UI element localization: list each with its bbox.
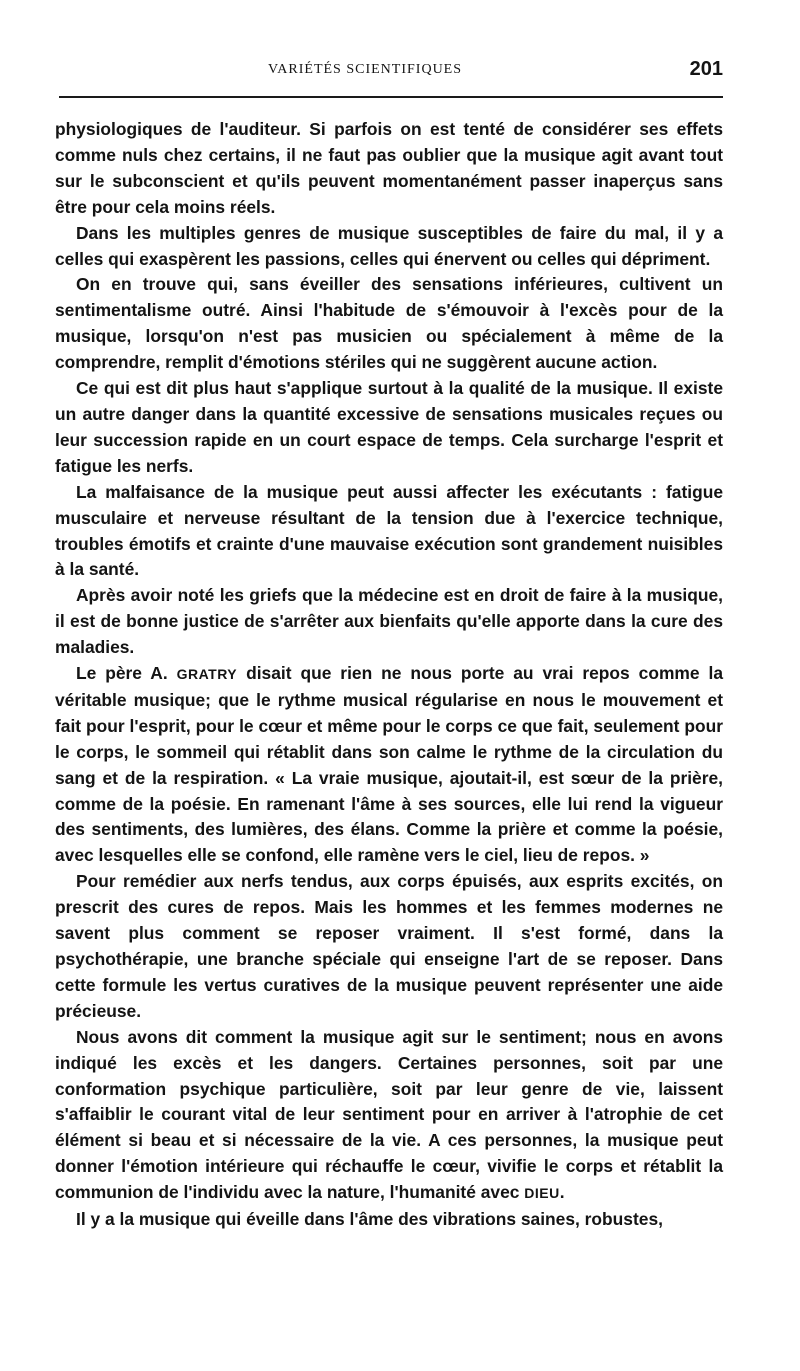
page-number: 201 [689,58,723,80]
running-title: VARIÉTÉS SCIENTIFIQUES [267,62,463,77]
author-name: GRATRY [176,666,238,683]
paragraph: Ce qui est dit plus haut s'applique surtout à la qualité de la musique. Il existe un autre danger dans la quantité excessive de sensations musicales reçues ou leur succession rapide en un court espace de temps. Cela surcharge l'esprit et fatigue les nerfs. [55,378,723,476]
text-run: disait que rien ne nous porte au vrai repos comme la véritable musique; que le rythme musical régularise en nous le mouvement et fait pour l'esprit, pour le cœur et même pour le corps ce que fait, seulement pour le corps, le sommeil qui rétablit dans son calme le rythme de la circulation du sang et de la respiration. « La vraie musique, ajoutait-il, est sœur de la prière, comme de la poésie. En ramenant l'âme à ses sources, elle lui rend la vigueur des sentiments, des lumières, des élans. Comme la prière et comme la poésie, avec lesquelles elle se confond, elle ramène vers le ciel, lieu de repos. » [55,663,723,866]
paragraph: Pour remédier aux nerfs tendus, aux corps épuisés, aux esprits excités, on prescrit des cures de repos. Mais les hommes et les femmes modernes ne savent plus comment se reposer vraiment. Il s'est formé, dans la psychothérapie, une branche spéciale qui enseigne l'art de se reposer. Dans cette formule les vertus curatives de la musique peuvent représenter une aide précieuse. [55,871,723,1021]
paragraph-gratry [55,661,723,869]
text-run: Nous avons dit comment la musique agit sur le sentiment; nous en avons indiqué les excès et les dangers. Certaines personnes, soit par une conformation psychique particulière, soit par leur genre de vie, laissent s'affaiblir le courant vital de leur sentiment pour en arriver à l'atrophie de cet élément si beau et si nécessaire de la vie. A ces personnes, la musique peut donner l'émotion intérieure qui réchauffe le cœur, vivifie le corps et rétablit la communion de l'individu avec la nature, l'humanité avec [55,1026,723,1203]
text-run: Le père A. [76,663,177,684]
running-header [55,58,723,84]
paragraph-continued: physiologiques de l'auditeur. Si parfois on est tenté de considérer ses effets comme nuls chez certains, il ne faut pas oublier que la musique agit avant tout sur le subconscient et qu'ils peuvent momentanément passer inaperçus sans être pour cela moins réels. [55,119,723,217]
header-rule [59,96,723,98]
paragraph: La malfaisance de la musique peut aussi affecter les exécutants : fatigue musculaire et nerveuse résultant de la tension due à l'exercice technique, troubles émotifs et crainte d'une mauvaise exécution sont grandement nuisibles à la santé. [55,481,723,580]
paragraph: Dans les multiples genres de musique susceptibles de faire du mal, il y a celles qui exaspèrent les passions, celles qui énervent ou celles qui dépriment. [55,222,723,269]
book-page [55,0,723,1371]
small-caps-word: DIEU [524,1185,560,1202]
paragraph: Après avoir noté les griefs que la médecine est en droit de faire à la musique, il est de bonne justice de s'arrêter aux bienfaits qu'elle apporte dans la cure des maladies. [55,585,723,658]
paragraph-last: Il y a la musique qui éveille dans l'âme des vibrations saines, robustes, [76,1209,663,1230]
body-text [55,117,723,1233]
text-run: . [559,1182,565,1203]
paragraph-dieu [55,1025,723,1207]
paragraph: On en trouve qui, sans éveiller des sensations inférieures, cultivent un sentimentalisme outré. Ainsi l'habitude de s'émouvoir à l'excès pour de la musique, lorsqu'on n'est pas musicien ou spécialement à même de la comprendre, remplit d'émotions stériles qui ne suggèrent aucune action. [55,274,723,373]
